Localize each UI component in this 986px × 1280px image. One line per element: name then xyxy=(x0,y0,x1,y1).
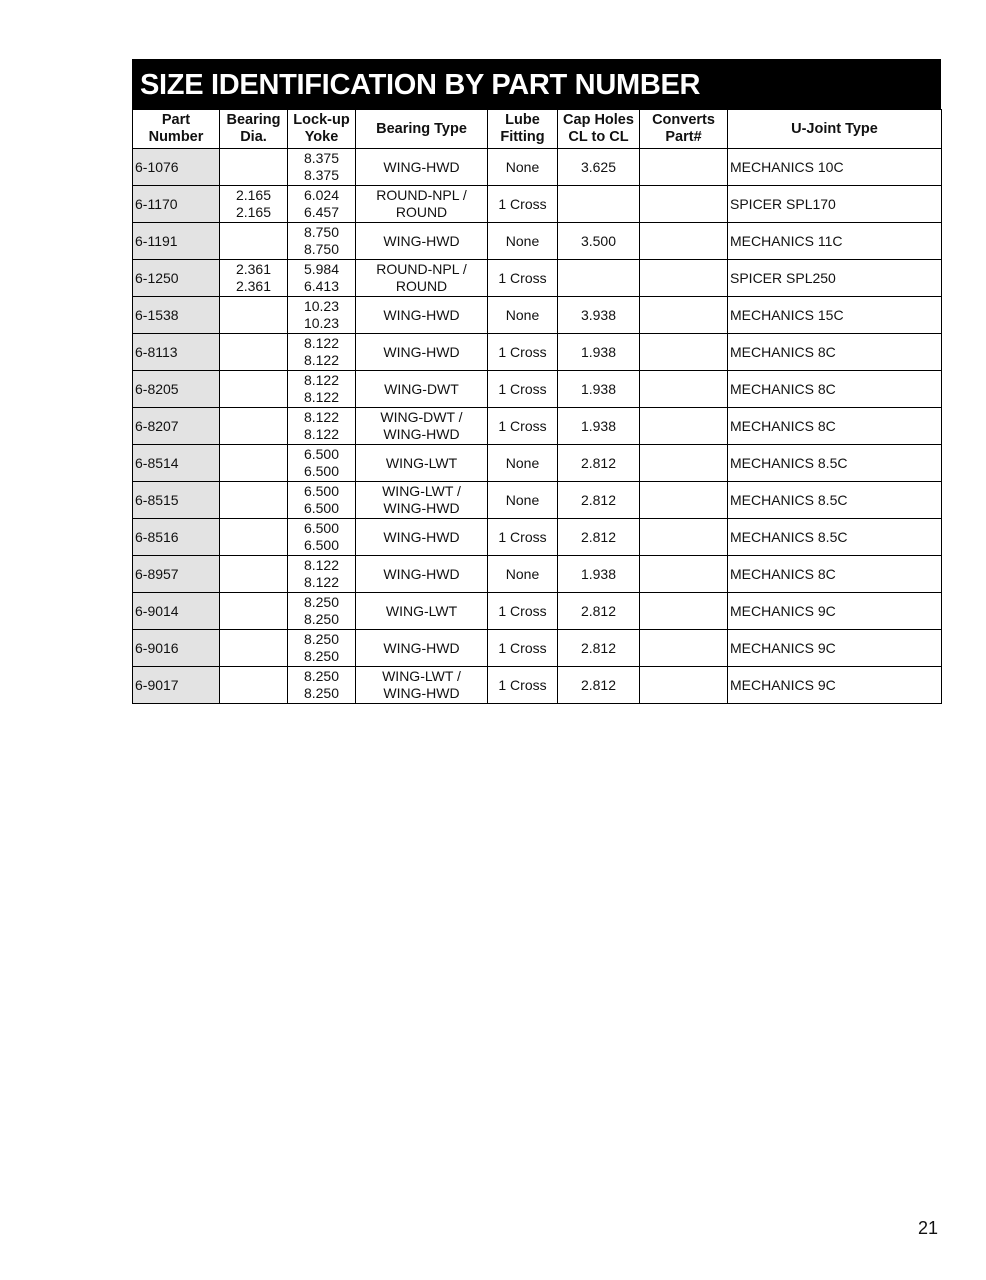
col-header-converts-part xyxy=(640,110,728,149)
cell-line: 2.165 xyxy=(235,187,272,203)
cell-ujoint-type: MECHANICS 9C xyxy=(728,593,942,630)
table-row xyxy=(133,630,942,667)
cell-line: 6.500 xyxy=(303,537,340,553)
cell-bearing-type xyxy=(356,223,488,260)
cell-lube-fitting: None xyxy=(488,445,558,482)
cell-cap-holes: 2.812 xyxy=(558,445,640,482)
cell-line: ROUND-NPL / xyxy=(376,187,467,203)
cell-converts xyxy=(640,630,728,667)
cell-line: WING-LWT xyxy=(385,454,458,471)
cell-part-number: 6-1076 xyxy=(133,149,220,186)
cell-line: WING-LWT xyxy=(385,602,458,619)
header-line: Bearing xyxy=(226,112,281,128)
cell-line: 2.361 xyxy=(235,261,272,277)
cell-lube-fitting: 1 Cross xyxy=(488,630,558,667)
cell-line: 8.250 xyxy=(303,631,340,647)
cell-line: ROUND xyxy=(395,278,448,294)
cell-bearing-type xyxy=(356,445,488,482)
cell-bearing-type xyxy=(356,482,488,519)
cell-converts xyxy=(640,371,728,408)
cell-converts xyxy=(640,149,728,186)
cell-part-number: 6-8957 xyxy=(133,556,220,593)
header-line: Lock-up xyxy=(293,112,350,128)
table-row xyxy=(133,297,942,334)
cell-bearing-dia xyxy=(220,371,288,408)
cell-part-number: 6-1250 xyxy=(133,260,220,297)
cell-lube-fitting: 1 Cross xyxy=(488,519,558,556)
table-row xyxy=(133,556,942,593)
cell-part-number: 6-8516 xyxy=(133,519,220,556)
cell-lockup-yoke xyxy=(288,260,356,297)
cell-bearing-dia xyxy=(220,408,288,445)
size-identification-table xyxy=(132,59,941,704)
cell-line: 6.500 xyxy=(303,500,340,516)
cell-line: 8.250 xyxy=(303,668,340,684)
cell-line: ROUND-NPL / xyxy=(376,261,467,277)
cell-converts xyxy=(640,519,728,556)
cell-line: WING-LWT / xyxy=(382,668,461,684)
cell-part-number: 6-1170 xyxy=(133,186,220,223)
cell-line: 8.122 xyxy=(303,389,340,405)
table-row xyxy=(133,482,942,519)
cell-lube-fitting: 1 Cross xyxy=(488,186,558,223)
cell-line: 6.024 xyxy=(303,187,340,203)
table-row xyxy=(133,445,942,482)
cell-line: WING-HWD xyxy=(383,639,460,656)
cell-converts xyxy=(640,482,728,519)
cell-part-number: 6-8207 xyxy=(133,408,220,445)
cell-line: 8.375 xyxy=(303,167,340,183)
cell-cap-holes: 1.938 xyxy=(558,408,640,445)
cell-ujoint-type: MECHANICS 8.5C xyxy=(728,519,942,556)
cell-lockup-yoke xyxy=(288,408,356,445)
cell-bearing-dia xyxy=(220,260,288,297)
cell-part-number: 6-8515 xyxy=(133,482,220,519)
table-row xyxy=(133,519,942,556)
cell-bearing-type xyxy=(356,519,488,556)
cell-line: 10.23 xyxy=(303,315,340,331)
cell-bearing-dia xyxy=(220,593,288,630)
cell-bearing-type xyxy=(356,334,488,371)
cell-cap-holes: 3.625 xyxy=(558,149,640,186)
cell-converts xyxy=(640,408,728,445)
cell-line: 8.122 xyxy=(303,557,340,573)
cell-converts xyxy=(640,260,728,297)
cell-line: WING-HWD xyxy=(383,158,460,175)
cell-line: 8.122 xyxy=(303,372,340,388)
cell-ujoint-type: MECHANICS 8C xyxy=(728,408,942,445)
table-body xyxy=(133,149,942,704)
cell-line: WING-HWD xyxy=(383,500,460,516)
cell-lube-fitting: None xyxy=(488,223,558,260)
cell-bearing-type xyxy=(356,297,488,334)
cell-lube-fitting: 1 Cross xyxy=(488,593,558,630)
cell-bearing-dia xyxy=(220,223,288,260)
header-line: Number xyxy=(148,129,204,145)
parts-table xyxy=(132,109,942,704)
cell-ujoint-type: SPICER SPL170 xyxy=(728,186,942,223)
cell-line: ROUND xyxy=(395,204,448,220)
cell-converts xyxy=(640,445,728,482)
cell-lube-fitting: None xyxy=(488,556,558,593)
cell-lockup-yoke xyxy=(288,371,356,408)
table-row xyxy=(133,593,942,630)
cell-converts xyxy=(640,667,728,704)
cell-lube-fitting: 1 Cross xyxy=(488,408,558,445)
cell-cap-holes xyxy=(558,186,640,223)
cell-part-number: 6-8113 xyxy=(133,334,220,371)
cell-bearing-dia xyxy=(220,334,288,371)
cell-part-number: 6-8205 xyxy=(133,371,220,408)
cell-lockup-yoke xyxy=(288,482,356,519)
cell-ujoint-type: MECHANICS 8.5C xyxy=(728,445,942,482)
cell-bearing-type xyxy=(356,260,488,297)
cell-line: WING-HWD xyxy=(383,232,460,249)
table-row xyxy=(133,371,942,408)
cell-line: 6.413 xyxy=(303,278,340,294)
cell-lockup-yoke xyxy=(288,630,356,667)
cell-line: WING-HWD xyxy=(383,685,460,701)
cell-ujoint-type: MECHANICS 9C xyxy=(728,630,942,667)
cell-bearing-type xyxy=(356,408,488,445)
cell-ujoint-type: SPICER SPL250 xyxy=(728,260,942,297)
table-row xyxy=(133,223,942,260)
header-line: Bearing Type xyxy=(376,120,467,137)
cell-bearing-dia xyxy=(220,297,288,334)
cell-lockup-yoke xyxy=(288,445,356,482)
cell-line: WING-HWD xyxy=(383,528,460,545)
cell-lockup-yoke xyxy=(288,149,356,186)
cell-line: 6.500 xyxy=(303,520,340,536)
cell-line: 6.500 xyxy=(303,483,340,499)
cell-line: 5.984 xyxy=(303,261,340,277)
cell-cap-holes: 2.812 xyxy=(558,519,640,556)
cell-line: 8.250 xyxy=(303,594,340,610)
cell-bearing-dia xyxy=(220,667,288,704)
cell-line: 8.122 xyxy=(303,574,340,590)
cell-cap-holes: 1.938 xyxy=(558,371,640,408)
table-row xyxy=(133,260,942,297)
cell-part-number: 6-1538 xyxy=(133,297,220,334)
cell-lockup-yoke xyxy=(288,593,356,630)
cell-line: 8.250 xyxy=(303,685,340,701)
cell-line: 8.122 xyxy=(303,335,340,351)
cell-lube-fitting: None xyxy=(488,149,558,186)
cell-line: 8.122 xyxy=(303,352,340,368)
col-header-bearing-type xyxy=(356,110,488,149)
table-row xyxy=(133,149,942,186)
header-line: Dia. xyxy=(240,129,267,145)
cell-bearing-type xyxy=(356,556,488,593)
table-row xyxy=(133,334,942,371)
cell-line: WING-DWT / xyxy=(380,409,463,425)
cell-cap-holes: 2.812 xyxy=(558,593,640,630)
cell-part-number: 6-9014 xyxy=(133,593,220,630)
cell-lube-fitting: None xyxy=(488,482,558,519)
cell-converts xyxy=(640,334,728,371)
cell-ujoint-type: MECHANICS 9C xyxy=(728,667,942,704)
cell-bearing-type xyxy=(356,593,488,630)
cell-bearing-type xyxy=(356,149,488,186)
cell-line: 8.750 xyxy=(303,224,340,240)
header-line: CL to CL xyxy=(568,129,629,145)
cell-lockup-yoke xyxy=(288,223,356,260)
header-line: Lube xyxy=(505,112,540,128)
cell-cap-holes xyxy=(558,260,640,297)
cell-lockup-yoke xyxy=(288,297,356,334)
cell-bearing-dia xyxy=(220,482,288,519)
col-header-ujoint-type xyxy=(728,110,942,149)
header-line: Cap Holes xyxy=(563,112,634,128)
header-line: Fitting xyxy=(500,129,545,145)
col-header-part-number xyxy=(133,110,220,149)
header-line: Part xyxy=(161,112,191,128)
cell-cap-holes: 1.938 xyxy=(558,556,640,593)
cell-ujoint-type: MECHANICS 8.5C xyxy=(728,482,942,519)
cell-line: WING-HWD xyxy=(383,565,460,582)
cell-cap-holes: 3.500 xyxy=(558,223,640,260)
cell-cap-holes: 3.938 xyxy=(558,297,640,334)
cell-cap-holes: 2.812 xyxy=(558,630,640,667)
cell-lockup-yoke xyxy=(288,556,356,593)
cell-line: 6.500 xyxy=(303,446,340,462)
cell-line: WING-LWT / xyxy=(382,483,461,499)
cell-cap-holes: 1.938 xyxy=(558,334,640,371)
cell-line: WING-HWD xyxy=(383,343,460,360)
col-header-bearing-dia xyxy=(220,110,288,149)
cell-bearing-dia xyxy=(220,630,288,667)
cell-ujoint-type: MECHANICS 8C xyxy=(728,371,942,408)
cell-part-number: 6-9016 xyxy=(133,630,220,667)
table-row xyxy=(133,667,942,704)
cell-ujoint-type: MECHANICS 15C xyxy=(728,297,942,334)
cell-bearing-dia xyxy=(220,149,288,186)
page-number: 21 xyxy=(918,1218,939,1238)
cell-converts xyxy=(640,297,728,334)
cell-line: WING-HWD xyxy=(383,306,460,323)
cell-cap-holes: 2.812 xyxy=(558,482,640,519)
cell-line: WING-HWD xyxy=(383,426,460,442)
cell-lube-fitting: 1 Cross xyxy=(488,260,558,297)
cell-line: 6.500 xyxy=(303,463,340,479)
cell-line: 8.750 xyxy=(303,241,340,257)
cell-lockup-yoke xyxy=(288,667,356,704)
cell-cap-holes: 2.812 xyxy=(558,667,640,704)
cell-converts xyxy=(640,223,728,260)
cell-line: 8.375 xyxy=(303,150,340,166)
cell-lube-fitting: 1 Cross xyxy=(488,667,558,704)
cell-ujoint-type: MECHANICS 10C xyxy=(728,149,942,186)
header-line: Converts xyxy=(652,112,715,128)
cell-part-number: 6-9017 xyxy=(133,667,220,704)
cell-line: 8.122 xyxy=(303,426,340,442)
col-header-lube-fitting xyxy=(488,110,558,149)
cell-line: 2.165 xyxy=(235,204,272,220)
cell-converts xyxy=(640,556,728,593)
cell-ujoint-type: MECHANICS 8C xyxy=(728,556,942,593)
table-row xyxy=(133,408,942,445)
header-line: Yoke xyxy=(304,129,339,145)
cell-lube-fitting: 1 Cross xyxy=(488,334,558,371)
cell-line: 2.361 xyxy=(235,278,272,294)
cell-bearing-type xyxy=(356,667,488,704)
table-row xyxy=(133,186,942,223)
cell-bearing-dia xyxy=(220,445,288,482)
cell-bearing-dia xyxy=(220,556,288,593)
cell-lockup-yoke xyxy=(288,519,356,556)
header-row xyxy=(133,110,942,149)
cell-line: 8.122 xyxy=(303,409,340,425)
cell-line: 10.23 xyxy=(303,298,340,314)
cell-ujoint-type: MECHANICS 11C xyxy=(728,223,942,260)
cell-line: 8.250 xyxy=(303,611,340,627)
cell-lube-fitting: None xyxy=(488,297,558,334)
table-title: SIZE IDENTIFICATION BY PART NUMBER xyxy=(132,59,941,109)
cell-lockup-yoke xyxy=(288,186,356,223)
header-line: Part# xyxy=(665,129,702,145)
header-line: U-Joint Type xyxy=(791,120,878,137)
cell-line: 8.250 xyxy=(303,648,340,664)
cell-ujoint-type: MECHANICS 8C xyxy=(728,334,942,371)
cell-part-number: 6-8514 xyxy=(133,445,220,482)
cell-bearing-type xyxy=(356,371,488,408)
cell-bearing-dia xyxy=(220,519,288,556)
cell-converts xyxy=(640,593,728,630)
col-header-cap-holes xyxy=(558,110,640,149)
cell-bearing-dia xyxy=(220,186,288,223)
cell-bearing-type xyxy=(356,630,488,667)
cell-bearing-type xyxy=(356,186,488,223)
cell-line: WING-DWT xyxy=(384,380,459,397)
col-header-lockup-yoke xyxy=(288,110,356,149)
cell-converts xyxy=(640,186,728,223)
cell-lockup-yoke xyxy=(288,334,356,371)
cell-lube-fitting: 1 Cross xyxy=(488,371,558,408)
cell-line: 6.457 xyxy=(303,204,340,220)
cell-part-number: 6-1191 xyxy=(133,223,220,260)
